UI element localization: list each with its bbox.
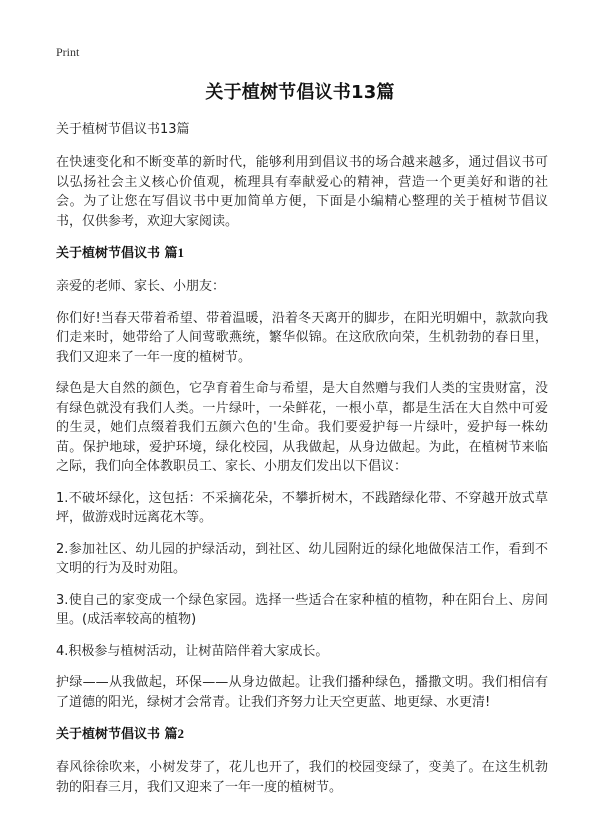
list-item: 3.使自己的家变成一个绿色家园。选择一些适合在家种植的植物，种在阳台上、房间里。(成活率较高的植物) [56,592,548,627]
paragraph: 你们好!当春天带着希望、带着温暖，沿着冬天离开的脚步，在阳光明媚中，款款向我们走来时，她带给了人间莺歌燕统，繁华似锦。在这欣欣向荣，生机勃勃的春日里，我们又迎来了一年一度的植树节。 [56,310,548,365]
section-heading-1 [56,243,548,263]
section-heading-2 [56,724,548,744]
document-subtitle: 关于植树节倡议书13篇 [56,122,190,137]
paragraph: 护绿——从我做起，环保——从身边做起。让我们播种绿色，播撒文明。我们相信有了道德的阳光，绿树才会常青。让我们齐努力让天空更蓝、地更绿、水更清! [56,675,548,710]
page-title: 关于植树节倡议书13篇 [205,82,395,103]
intro-paragraph: 在快速变化和不断变革的新时代，能够利用到倡议书的场合越来越多，通过倡议书可以弘扬社会主义核心价值观，梳理具有奉献爱心的精神，营造一个更美好和谐的社会。为了让您在写倡议书中更加简单方便，下面是小编精心整理的关于植树节倡议书，仅供参考，欢迎大家阅读。 [56,155,548,229]
section-heading-text: 关于植树节倡议书 [56,246,161,261]
print-link[interactable]: Print [56,45,80,59]
section-heading-text: 关于植树节倡议书 [56,727,161,742]
paragraph: 春风徐徐吹来，小树发芽了，花儿也开了，我们的校园变绿了，变美了。在这生机勃勃的阳春三月，我们又迎来了一年一度的植树节。 [56,760,548,795]
document-body [56,120,548,809]
paragraph: 绿色是大自然的颜色，它孕育着生命与希望，是大自然赠与我们人类的宝贵财富，没有绿色就没有我们人类。一片绿叶，一朵鲜花，一根小草，都是生活在大自然中可爱的生灵，她们点缀着我们五颜六色的'生命。我们要爱护每一片绿叶，爱护每一株幼苗。保护地球，爱护环境，绿化校园，从我做起，从身边做起。为此，在植树节来临之际，我们向全体教职员工、家长、小朋友们发出以下倡议： [56,381,548,474]
list-item: 1.不破坏绿化，这包括：不采摘花朵，不攀折树木，不践踏绿化带、不穿越开放式草坪，做游戏时远离花木等。 [56,490,548,525]
list-item: 2.参加社区、幼儿园的护绿活动，到社区、幼儿园附近的绿化地做保洁工作，看到不文明的行为及时劝阻。 [56,541,548,576]
paragraph: 亲爱的老师、家长、小朋友： [56,279,226,294]
section-heading-number: 篇2 [164,726,185,741]
section-heading-number: 篇1 [164,245,185,260]
list-item: 4.积极参与植树活动，让树苗陪伴着大家成长。 [56,643,329,659]
